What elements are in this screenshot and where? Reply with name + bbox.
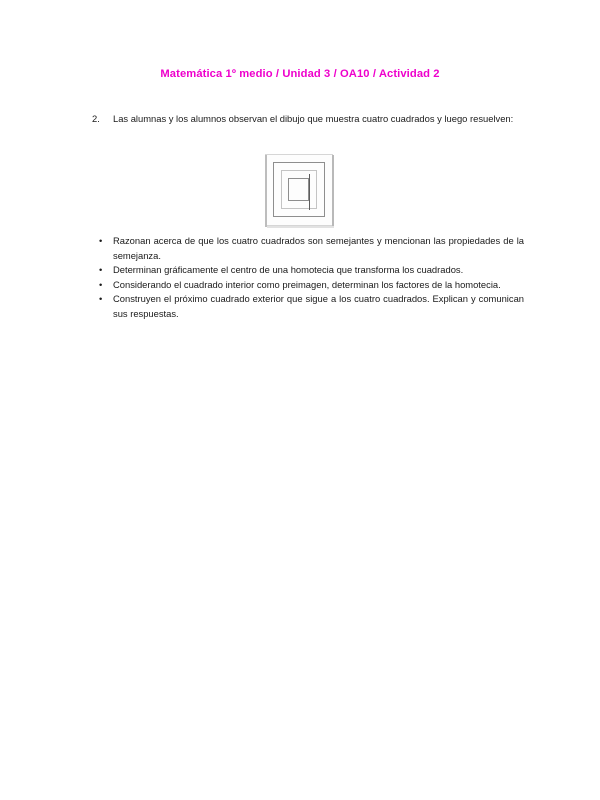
page-title: Matemática 1º medio / Unidad 3 / OA10 / Actividad 2: [160, 68, 440, 80]
bullet-icon: •: [99, 293, 103, 304]
activity-item: [92, 112, 524, 127]
bullet-icon: •: [99, 264, 103, 275]
frame-edge-left: [265, 155, 267, 227]
figure-container: [0, 152, 600, 233]
nested-squares-figure: [265, 152, 335, 228]
frame-edge-right: [332, 155, 334, 227]
frame-edge-bottom: [267, 226, 334, 228]
list-item-text: Razonan acerca de que los cuatro cuadrados son semejantes y mencionan las propiedades de la semejanza.: [113, 235, 524, 261]
bullet-icon: •: [99, 235, 103, 246]
activity-number: 2.: [92, 113, 100, 124]
list-item: [92, 278, 524, 293]
square-inner: [288, 178, 309, 201]
list-item: [92, 263, 524, 278]
square-accent-line: [309, 174, 310, 210]
task-list: [92, 234, 524, 321]
activity-statement: Las alumnas y los alumnos observan el dibujo que muestra cuatro cuadrados y luego resuelven:: [113, 113, 514, 124]
list-item: [92, 234, 524, 263]
list-item-text: Considerando el cuadrado interior como preimagen, determinan los factores de la homotecia.: [113, 278, 501, 290]
list-item: [92, 292, 524, 321]
bullet-icon: •: [99, 278, 103, 290]
list-item-text: Determinan gráficamente el centro de una homotecia que transforma los cuadrados.: [113, 264, 464, 275]
list-item-text: Construyen el próximo cuadrado exterior que sigue a los cuatro cuadrados. Explican y comunican sus respuestas.: [113, 293, 524, 319]
